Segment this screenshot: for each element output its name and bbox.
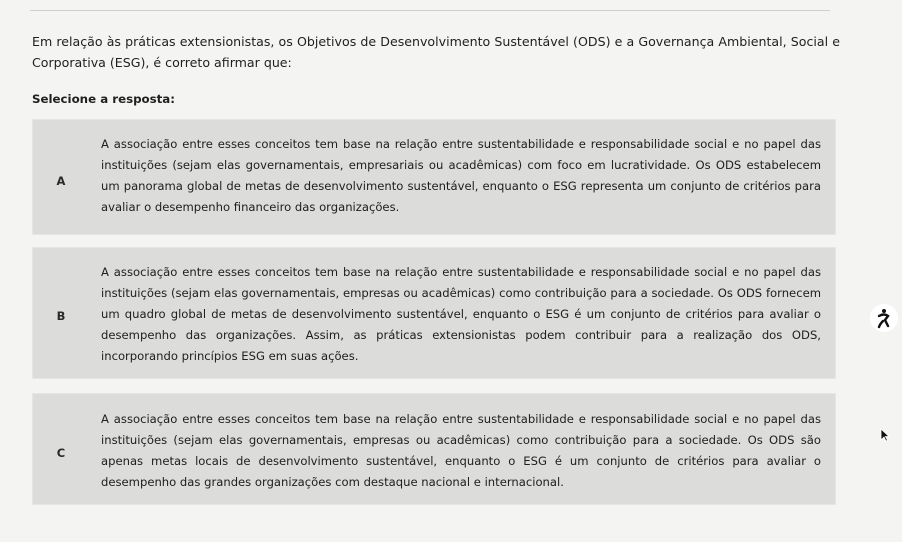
option-letter: A <box>56 174 66 188</box>
page-footer-space <box>0 512 902 542</box>
option-letter: B <box>56 309 66 323</box>
option-text: A associação entre esses conceitos tem base na relação entre sustentabilidade e responsabilidade social e no papel das instituições (sejam elas governamentais, empresariais ou acadêmicas) com foco em lucratividade. Os ODS estabelecem um panorama global de metas de desenvolvimento sustentável, enquanto o ESG representa um conjunto de critérios para avaliar o desempenho financeiro das organizações. <box>101 137 821 214</box>
answer-prompt: Selecione a resposta: <box>32 92 175 106</box>
option-letter: C <box>56 446 66 460</box>
option-a[interactable] <box>32 119 836 235</box>
help-button[interactable] <box>870 304 898 332</box>
option-c[interactable] <box>32 393 836 505</box>
top-divider <box>30 10 830 11</box>
help-icon <box>873 307 895 329</box>
option-b[interactable] <box>32 247 836 379</box>
question-text: Em relação às práticas extensionistas, os Objetivos de Desenvolvimento Sustentável (ODS) e a Governança Ambiental, Social e Corporativa (ESG), é correto afirmar que: <box>32 34 840 70</box>
option-text: A associação entre esses conceitos tem base na relação entre sustentabilidade e responsabilidade social e no papel das instituições (sejam elas governamentais, empresas ou acadêmicas) como contribuição para a sociedade. Os ODS são apenas metas locais de desenvolvimento sustentável, enquanto o ESG é um conjunto de critérios para avaliar o desempenho das grandes organizações com destaque nacional e internacional. <box>101 412 821 489</box>
option-text: A associação entre esses conceitos tem base na relação entre sustentabilidade e responsabilidade social e no papel das instituições (sejam elas governamentais, empresas ou acadêmicas) como contribuição para a sociedade. Os ODS fornecem um quadro global de metas de desenvolvimento sustentável, enquanto o ESG é um conjunto de critérios para avaliar o desempenho das organizações. Assim, as práticas extensionistas podem contribuir para a realização dos ODS, incorporando princípios ESG em suas ações. <box>101 265 821 363</box>
mouse-cursor-icon <box>880 428 890 442</box>
